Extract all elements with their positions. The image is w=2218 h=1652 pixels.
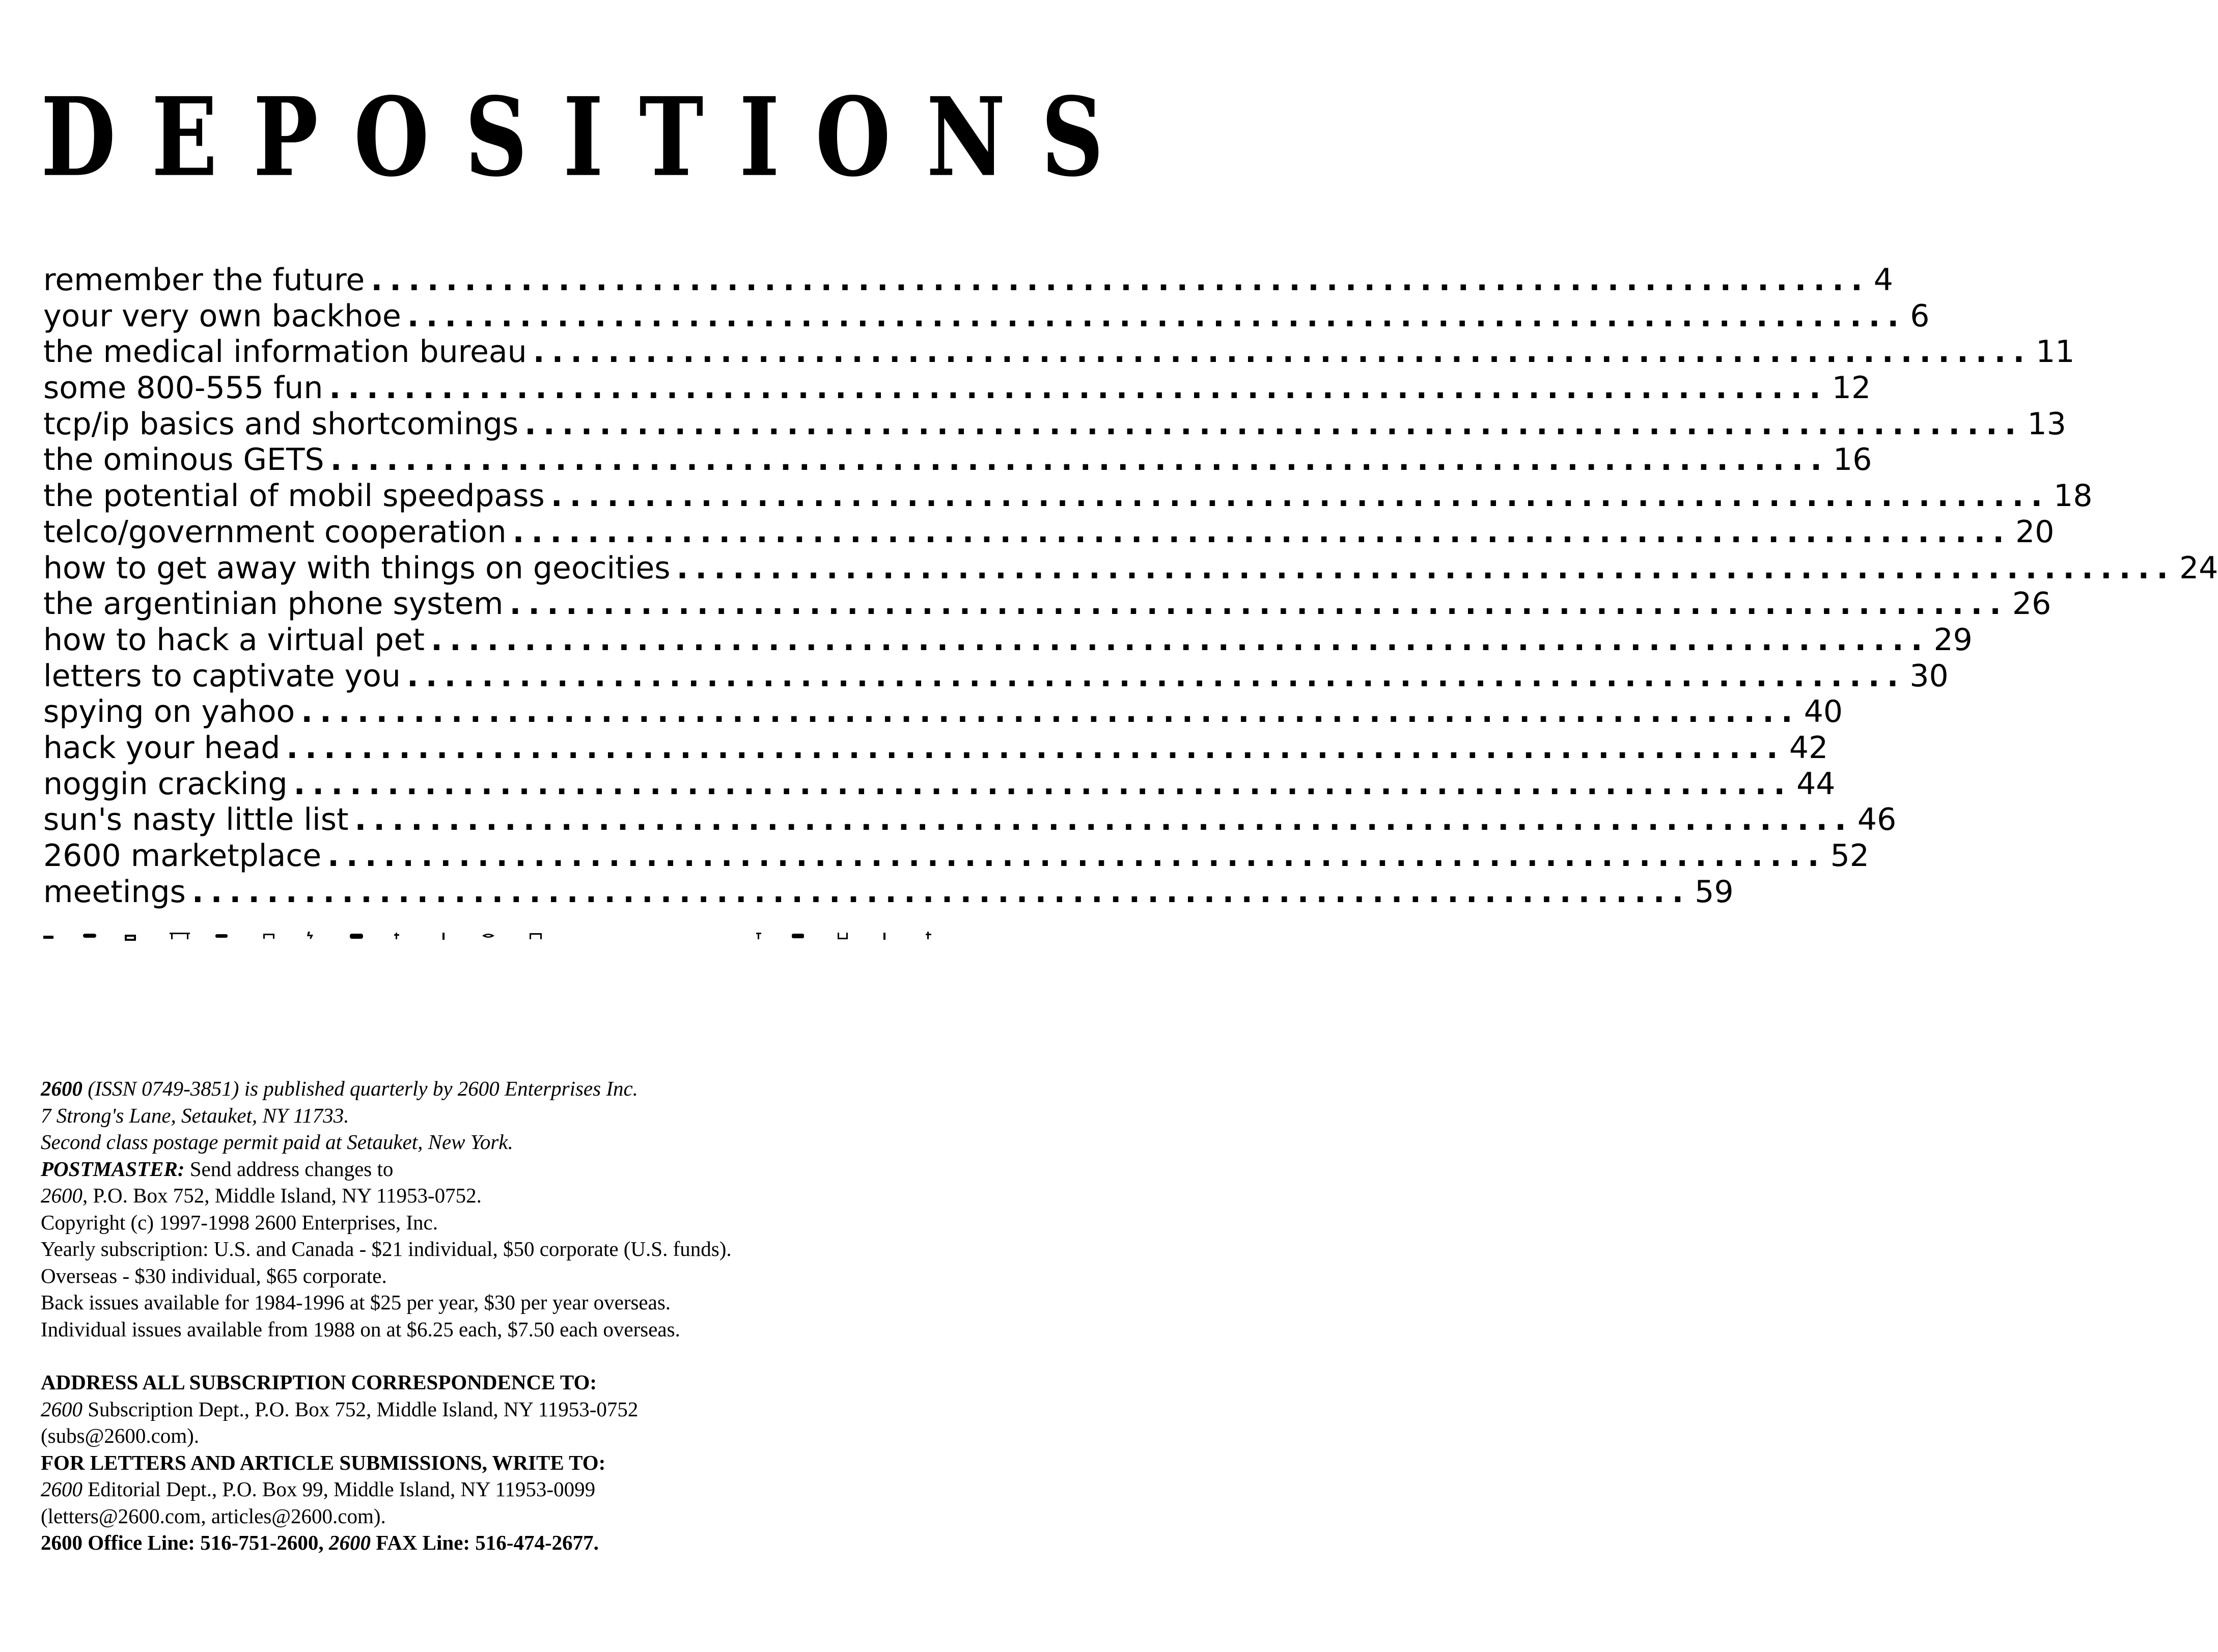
toc-dot-leader: ................................................................................ xyxy=(330,442,1829,478)
toc-entry-page: 30 xyxy=(1909,658,1949,694)
toc-entry xyxy=(43,550,2218,586)
toc-dot-leader: ................................................................................ xyxy=(293,766,1793,802)
toc-entry-title: telco/government cooperation xyxy=(43,514,507,550)
toc-entry-title: meetings xyxy=(43,874,186,910)
toc-entry-page: 11 xyxy=(2036,334,2075,370)
segmentation-fault-decoration xyxy=(43,927,947,947)
toc-dot-leader: ................................................................................ xyxy=(524,406,2023,442)
toc-dot-leader: ................................................................................ xyxy=(431,622,1930,658)
overseas-subscription: Overseas - $30 individual, $65 corporate. xyxy=(41,1264,387,1287)
toc-entry xyxy=(43,442,1872,478)
toc-dot-leader: ................................................................................ xyxy=(329,370,1828,406)
yearly-subscription: Yearly subscription: U.S. and Canada - $21 individual, $50 corporate (U.S. funds). xyxy=(41,1237,732,1261)
subscription-address: 2600 Subscription Dept., P.O. Box 752, Middle Island, NY 11953-0752 xyxy=(41,1397,639,1421)
toc-entry-page: 44 xyxy=(1796,766,1836,802)
toc-entry-page: 16 xyxy=(1833,442,1872,478)
toc-entry xyxy=(43,874,1734,910)
spacer xyxy=(41,1342,988,1369)
toc-dot-leader: ................................................................................ xyxy=(327,838,1826,874)
toc-entry xyxy=(43,334,2075,370)
toc-entry-title: tcp/ip basics and shortcomings xyxy=(43,406,519,442)
toc-entry-title: the medical information bureau xyxy=(43,334,527,370)
toc-dot-leader: ................................................................................ xyxy=(509,586,2008,622)
toc-entry xyxy=(43,406,2066,442)
postmaster-address: 2600, P.O. Box 752, Middle Island, NY 11953-0752. xyxy=(41,1184,482,1207)
toc-entry xyxy=(43,298,1930,334)
toc-entry-page: 26 xyxy=(2012,586,2051,622)
toc-entry xyxy=(43,478,2093,514)
toc-entry xyxy=(43,730,1828,766)
issn-line: 2600 (ISSN 0749-3851) is published quarterly by 2600 Enterprises Inc. xyxy=(41,1077,638,1100)
toc-entry-title: 2600 marketplace xyxy=(43,838,322,874)
toc-dot-leader: ................................................................................ xyxy=(533,334,2032,370)
toc-dot-leader: ................................................................................ xyxy=(512,514,2012,550)
individual-issues-line: Individual issues available from 1988 on at $6.25 each, $7.50 each overseas. xyxy=(41,1317,680,1341)
toc-entry-title: how to hack a virtual pet xyxy=(43,622,425,658)
toc-entry-page: 59 xyxy=(1695,874,1734,910)
toc-dot-leader: ................................................................................ xyxy=(407,298,1906,334)
table-of-contents xyxy=(43,262,2218,910)
toc-entry-page: 42 xyxy=(1789,730,1828,766)
toc-entry-title: how to get away with things on geocities xyxy=(43,550,671,586)
subscription-email: (subs@2600.com). xyxy=(41,1424,200,1447)
copyright-line: Copyright (c) 1997-1998 2600 Enterprises, Inc. xyxy=(41,1210,438,1234)
toc-entry-title: spying on yahoo xyxy=(43,694,295,730)
publisher-address: 7 Strong's Lane, Setauket, NY 11733. xyxy=(41,1103,349,1127)
toc-entry-page: 18 xyxy=(2054,478,2093,514)
toc-dot-leader: ................................................................................ xyxy=(354,802,1853,838)
toc-entry-title: the potential of mobil speedpass xyxy=(43,478,545,514)
segmentation-fault-glyphs xyxy=(43,927,947,947)
page-title: DEPOSITIONS xyxy=(41,74,1140,201)
toc-dot-leader: ................................................................................ xyxy=(191,874,1691,910)
toc-dot-leader: ................................................................................ xyxy=(371,262,1870,298)
toc-entry-title: some 800-555 fun xyxy=(43,370,323,406)
toc-entry xyxy=(43,622,1973,658)
letters-email: (letters@2600.com, articles@2600.com). xyxy=(41,1504,386,1528)
toc-entry xyxy=(43,694,1843,730)
toc-entry-page: 46 xyxy=(1857,802,1897,838)
toc-entry-page: 6 xyxy=(1910,298,1930,334)
toc-entry-page: 4 xyxy=(1873,262,1893,298)
toc-entry-page: 29 xyxy=(1933,622,1973,658)
toc-dot-leader: ................................................................................ xyxy=(550,478,2050,514)
toc-entry-title: hack your head xyxy=(43,730,281,766)
back-issues-line: Back issues available for 1984-1996 at $25 per year, $30 per year overseas. xyxy=(41,1291,671,1314)
postmaster-line: POSTMASTER: Send address changes to xyxy=(41,1157,394,1181)
toc-entry xyxy=(43,514,2055,550)
toc-dot-leader: ................................................................................ xyxy=(301,694,1800,730)
toc-dot-leader: ................................................................................ xyxy=(406,658,1906,694)
toc-entry xyxy=(43,838,1869,874)
toc-entry xyxy=(43,802,1897,838)
toc-entry-title: the ominous GETS xyxy=(43,442,324,478)
letters-heading: FOR LETTERS AND ARTICLE SUBMISSIONS, WRITE TO: xyxy=(41,1450,606,1474)
toc-entry xyxy=(43,586,2051,622)
toc-entry-title: letters to captivate you xyxy=(43,658,401,694)
toc-dot-leader: ................................................................................ xyxy=(676,550,2175,586)
toc-entry xyxy=(43,658,1949,694)
toc-entry-page: 20 xyxy=(2015,514,2055,550)
postage-line: Second class postage permit paid at Setauket, New York. xyxy=(41,1130,513,1154)
toc-entry-page: 13 xyxy=(2027,406,2066,442)
toc-entry-title: the argentinian phone system xyxy=(43,586,504,622)
toc-entry-page: 40 xyxy=(1804,694,1843,730)
office-line: 2600 Office Line: 516-751-2600, 2600 FAX Line: 516-474-2677. xyxy=(41,1531,599,1554)
toc-entry xyxy=(43,766,1836,802)
toc-entry-page: 24 xyxy=(2179,550,2218,586)
toc-entry-title: sun's nasty little list xyxy=(43,802,349,838)
toc-dot-leader: ................................................................................ xyxy=(286,730,1785,766)
toc-entry xyxy=(43,370,1871,406)
letters-address: 2600 Editorial Dept., P.O. Box 99, Middle Island, NY 11953-0099 xyxy=(41,1477,596,1501)
toc-entry-page: 52 xyxy=(1830,838,1869,874)
toc-entry xyxy=(43,262,1893,298)
toc-entry-page: 12 xyxy=(1832,370,1871,406)
toc-entry-title: your very own backhoe xyxy=(43,298,401,334)
toc-entry-title: remember the future xyxy=(43,262,365,298)
subscription-heading: ADDRESS ALL SUBSCRIPTION CORRESPONDENCE TO: xyxy=(41,1370,597,1394)
toc-entry-title: noggin cracking xyxy=(43,766,288,802)
colophon xyxy=(41,1075,988,1556)
